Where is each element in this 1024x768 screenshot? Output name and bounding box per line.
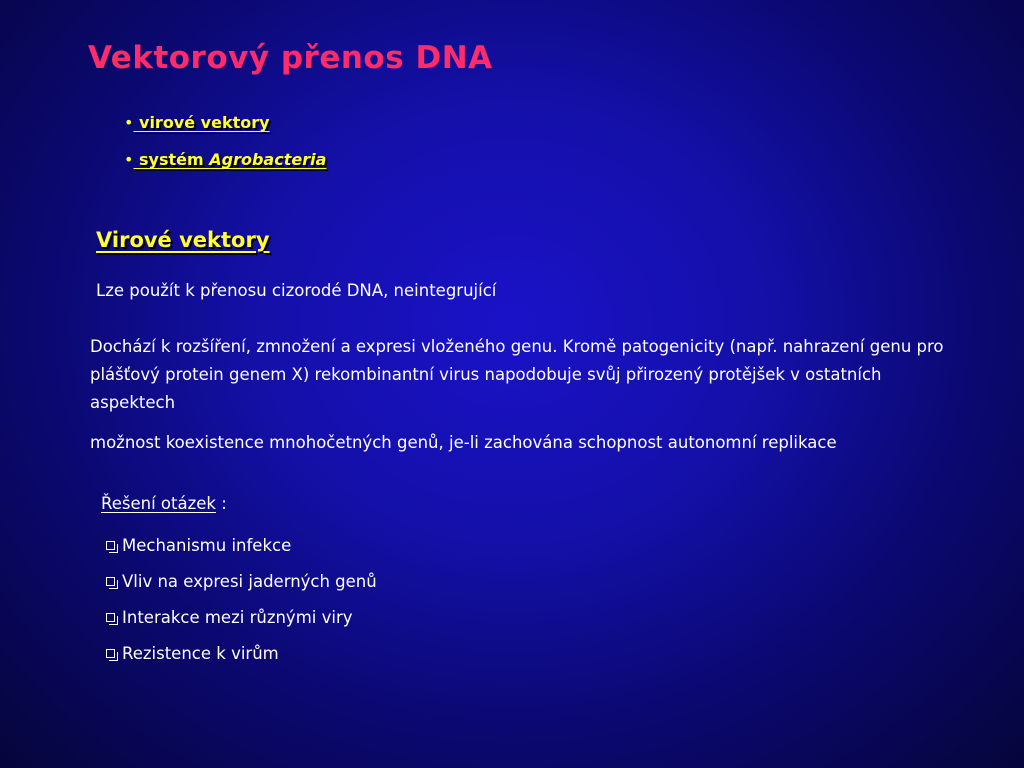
bullet-item-agrobacteria[interactable] <box>124 150 326 169</box>
checkbox-square-icon <box>106 613 115 622</box>
list-item-label: Mechanismu infekce <box>122 536 292 555</box>
bullet-link-text[interactable]: virové vektory <box>133 113 270 132</box>
bullet-dot-icon: • <box>124 150 134 169</box>
list-item <box>106 608 353 627</box>
list-item <box>106 536 291 555</box>
list-item-label: Rezistence k virům <box>122 644 279 663</box>
bullet-link-text[interactable]: systém <box>133 150 210 169</box>
bullet-dot-icon: • <box>124 113 134 132</box>
bullet-link-italic-text[interactable]: Agrobacteria <box>209 150 327 169</box>
questions-heading-colon: : <box>215 494 227 513</box>
questions-heading-row <box>101 494 227 513</box>
list-item <box>106 572 377 591</box>
checkbox-square-icon <box>106 577 115 586</box>
list-item <box>106 644 279 663</box>
questions-heading: Řešení otázek <box>101 494 216 513</box>
slide-title: Vektorový přenos DNA <box>88 40 493 76</box>
checkbox-square-icon <box>106 649 115 658</box>
checkbox-square-icon <box>106 541 115 550</box>
possibility-line: možnost koexistence mnohočetných genů, je-li zachována schopnost autonomní replikace <box>90 433 837 452</box>
list-item-label: Interakce mezi různými viry <box>122 608 353 627</box>
intro-line: Lze použít k přenosu cizorodé DNA, neintegrující <box>96 281 497 300</box>
body-paragraph: Dochází k rozšíření, zmnožení a expresi vloženého genu. Kromě patogenicity (např. nahrazení genu pro plášťový protein genem X) rekombinantní virus napodobuje svůj přirozený protějšek v ostatních aspektech <box>90 337 944 412</box>
list-item-label: Vliv na expresi jaderných genů <box>122 572 377 591</box>
section-heading: Virové vektory <box>96 228 270 252</box>
bullet-item-viral-vectors[interactable] <box>124 113 270 132</box>
